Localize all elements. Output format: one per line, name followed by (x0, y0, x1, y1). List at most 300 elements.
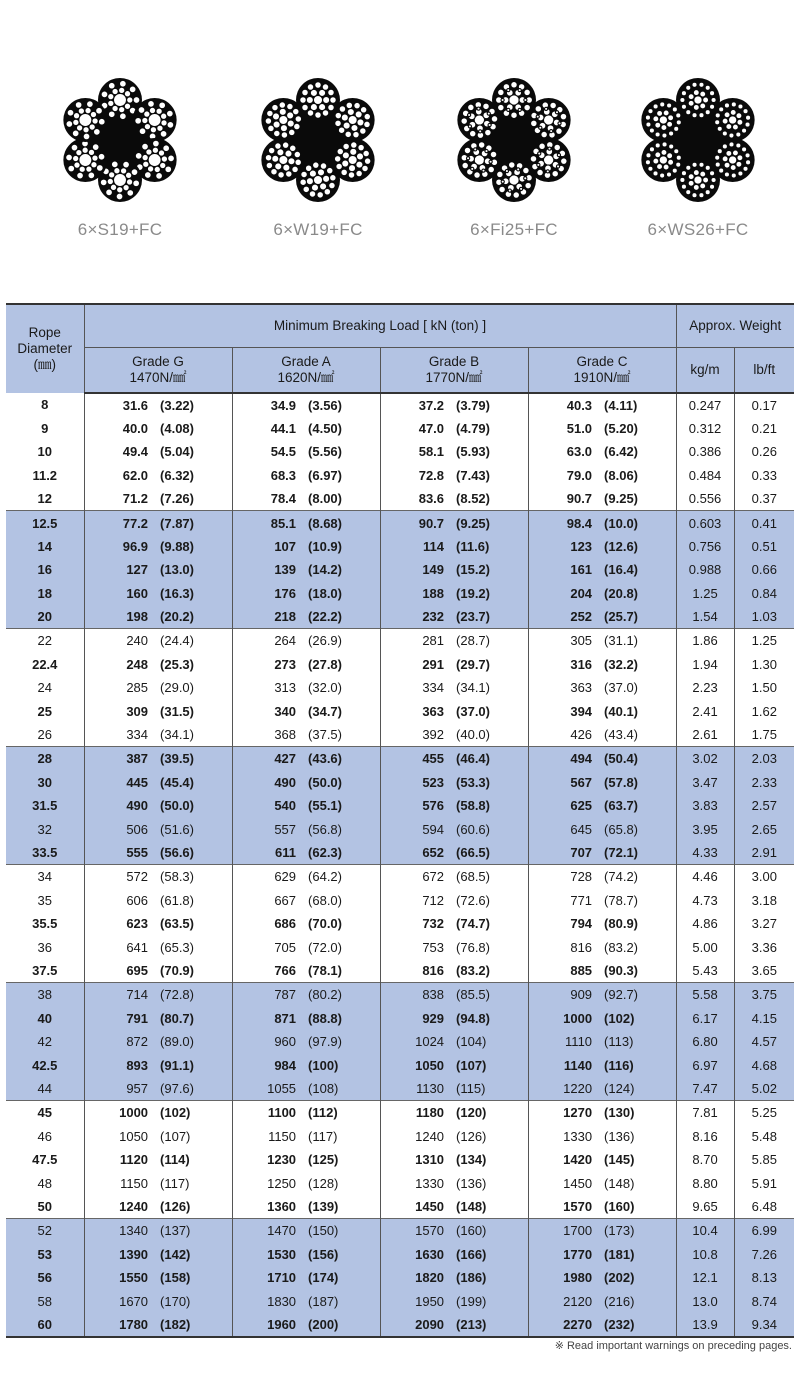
wire (348, 172, 355, 179)
kn-value: 1710 (267, 1270, 297, 1286)
diameter-cell: 16 (6, 558, 84, 582)
kgm-cell: 9.65 (676, 1195, 734, 1219)
kn-value: 714 (126, 987, 149, 1003)
kn-value: 72.8 (418, 468, 445, 484)
wire (655, 132, 660, 137)
wire (692, 162, 697, 167)
ton-value: (57.8) (604, 774, 639, 790)
ton-value: (102) (160, 1105, 191, 1121)
kn-value: 291 (422, 656, 445, 672)
wire (550, 102, 557, 109)
kn-value: 426 (570, 727, 593, 743)
ton-value: (15.2) (456, 562, 490, 578)
kgm-cell: 0.247 (676, 393, 734, 417)
kn-value: 204 (570, 586, 593, 602)
ton-value: (148) (604, 1175, 635, 1191)
ton-value: (186) (456, 1270, 487, 1286)
ton-value: (65.8) (604, 821, 639, 837)
lbft-cell: 1.30 (751, 656, 777, 672)
grade-b-cell (380, 440, 528, 464)
wire (700, 183, 706, 189)
kn-value: 1310 (415, 1152, 445, 1168)
wire (726, 150, 732, 156)
ton-value: (37.5) (308, 727, 342, 743)
grade-b-cell (380, 1101, 528, 1125)
lbft-cell: 5.85 (751, 1152, 777, 1168)
ton-value: (7.43) (456, 468, 490, 484)
wire (730, 109, 736, 115)
lbft-cell: 8.13 (734, 1266, 794, 1290)
kn-value: 816 (422, 963, 445, 979)
kn-value: 540 (274, 798, 297, 814)
table-row (6, 417, 794, 441)
table-row (6, 1290, 794, 1314)
grade-b-cell (380, 936, 528, 960)
kgm-cell: 0.988 (676, 558, 734, 582)
ton-value: (64.2) (308, 869, 342, 885)
ton-value: (5.56) (308, 444, 342, 460)
wire (645, 160, 650, 165)
wire (341, 169, 348, 176)
wire (345, 131, 352, 138)
kn-value: 1530 (267, 1246, 297, 1262)
kn-value: 984 (274, 1057, 297, 1073)
wire (561, 158, 568, 165)
ton-value: (8.68) (308, 515, 342, 531)
wire (119, 113, 126, 120)
grade-a-cell (232, 487, 380, 511)
wire (731, 102, 736, 107)
wire (745, 153, 750, 158)
wire (482, 169, 485, 172)
wire (655, 122, 661, 128)
ton-value: (166) (456, 1246, 487, 1262)
kn-value: 368 (274, 727, 297, 743)
diameter-cell: 53 (6, 1242, 84, 1266)
wire (536, 115, 539, 118)
grade-c-cell (528, 1101, 676, 1125)
wire (719, 168, 724, 173)
kn-value: 1470 (267, 1223, 297, 1239)
kn-value: 149 (422, 562, 445, 578)
wire (657, 110, 663, 116)
kgm-cell: 7.81 (676, 1101, 734, 1125)
grade-g-cell (84, 723, 232, 747)
table-row (6, 464, 794, 488)
wire (703, 97, 709, 103)
lbft-cell: 6.99 (734, 1219, 794, 1243)
table-row (6, 1313, 794, 1337)
kgm-cell: 1.54 (676, 605, 734, 629)
ton-value: (213) (456, 1316, 487, 1332)
wire (86, 101, 93, 108)
ton-value: (40.1) (604, 704, 639, 720)
kn-value: 594 (422, 821, 445, 837)
ton-value: (187) (308, 1293, 339, 1309)
wire (142, 117, 148, 123)
ton-value: (104) (456, 1034, 487, 1050)
grade-b-cell (380, 1006, 528, 1030)
lbft-cell: 9.34 (734, 1313, 794, 1337)
kn-value: 1000 (119, 1105, 149, 1121)
ton-value: (158) (160, 1270, 191, 1286)
wire (101, 91, 108, 98)
ton-value: (156) (308, 1246, 339, 1262)
wire (282, 142, 289, 149)
wire (680, 177, 685, 182)
wire (96, 165, 103, 172)
ton-value: (46.4) (456, 751, 490, 767)
kn-value: 1550 (119, 1270, 149, 1286)
grade-b-cell (380, 747, 528, 771)
ton-value: (68.0) (308, 892, 342, 908)
wire (289, 145, 296, 152)
kn-value: 1820 (415, 1270, 445, 1286)
grade-g-cell (84, 1242, 232, 1266)
kn-value: 90.7 (566, 491, 593, 507)
grade-a-cell (232, 1195, 380, 1219)
ton-value: (80.9) (604, 916, 639, 932)
wire (322, 84, 329, 91)
ton-value: (22.2) (308, 609, 342, 625)
kn-value: 606 (126, 892, 149, 908)
ton-value: (34.1) (456, 680, 490, 696)
wire (106, 189, 113, 196)
wire (357, 119, 364, 126)
wire (362, 165, 369, 172)
wire (488, 123, 491, 126)
diameter-cell: 24 (6, 676, 84, 700)
wire (73, 119, 79, 125)
lbft-cell: 4.68 (734, 1054, 794, 1078)
wire (736, 143, 741, 148)
wire (307, 110, 314, 117)
wire (653, 171, 658, 176)
wire (150, 127, 156, 133)
grade-b-cell (380, 700, 528, 724)
diameter-cell: 8 (6, 393, 84, 417)
grade-g-cell (84, 1219, 232, 1243)
kn-value: 127 (126, 562, 149, 578)
kn-value: 929 (422, 1010, 445, 1026)
ton-value: (50.0) (160, 798, 194, 814)
ton-value: (9.25) (604, 491, 639, 507)
wire (693, 90, 699, 96)
grade-g-cell (84, 794, 232, 818)
table-row (6, 959, 794, 983)
wire (692, 113, 697, 118)
grade-b-cell (380, 1266, 528, 1290)
wire (330, 97, 337, 104)
kn-value: 732 (422, 916, 445, 932)
kn-value: 90.7 (418, 515, 445, 531)
wire (663, 110, 669, 116)
wire (672, 107, 677, 112)
grade-c-cell (528, 535, 676, 559)
grade-b-cell (380, 818, 528, 842)
kn-value: 1050 (415, 1057, 445, 1073)
kgm-cell: 3.47 (676, 771, 734, 795)
wire (686, 190, 691, 195)
grade-c-header: Grade C 1910N/㎟ (528, 347, 676, 393)
ton-value: (125) (308, 1152, 339, 1168)
grade-b-cell (380, 865, 528, 889)
grade-c-cell (528, 912, 676, 936)
wire (741, 128, 746, 133)
kgm-cell: 13.9 (676, 1313, 734, 1337)
grade-a-cell (232, 558, 380, 582)
wire (545, 107, 548, 110)
kn-value: 77.2 (122, 515, 149, 531)
wire (288, 158, 295, 165)
wire (271, 168, 278, 175)
grade-g-cell (84, 629, 232, 653)
ton-value: (37.0) (456, 704, 490, 720)
ton-value: (13.0) (160, 562, 194, 578)
ton-value: (16.4) (604, 562, 639, 578)
kn-value: 34.9 (270, 397, 297, 413)
wire (715, 120, 720, 125)
wire (524, 177, 527, 180)
table-row (6, 558, 794, 582)
wire (686, 165, 691, 170)
table-row (6, 511, 794, 535)
diameter-cell: 56 (6, 1266, 84, 1290)
table-row (6, 747, 794, 771)
grade-c-cell (528, 747, 676, 771)
grade-g-cell (84, 653, 232, 677)
wire (335, 120, 342, 127)
ton-value: (150) (308, 1223, 339, 1239)
ton-value: (63.7) (604, 798, 639, 814)
grade-g-cell (84, 912, 232, 936)
kgm-cell: 4.46 (676, 865, 734, 889)
wire (661, 125, 667, 131)
grade-c-cell (528, 1195, 676, 1219)
diameter-cell: 58 (6, 1290, 84, 1314)
wire (100, 179, 107, 186)
wire (98, 153, 105, 160)
wire (537, 169, 544, 176)
ton-value: (29.7) (456, 656, 490, 672)
grade-g-cell (84, 535, 232, 559)
ton-value: (145) (604, 1152, 635, 1168)
wire (329, 182, 336, 189)
wire (511, 112, 518, 119)
wire (554, 144, 561, 151)
wire (92, 144, 99, 151)
wire (743, 166, 748, 171)
wire (676, 113, 681, 118)
kn-value: 506 (126, 821, 149, 837)
wire (354, 102, 361, 109)
wire (152, 147, 158, 153)
kn-value: 37.2 (418, 397, 445, 413)
table-row (6, 440, 794, 464)
kn-value: 83.6 (418, 491, 445, 507)
diameter-cell: 33.5 (6, 841, 84, 865)
ton-value: (128) (308, 1175, 339, 1191)
table-row (6, 1242, 794, 1266)
grade-a-cell (232, 771, 380, 795)
ton-value: (56.6) (160, 845, 194, 861)
wire (660, 102, 665, 107)
wire (295, 159, 302, 166)
wire (646, 122, 651, 127)
grade-c-cell (528, 700, 676, 724)
wire (743, 109, 748, 114)
kn-value: 123 (570, 538, 593, 554)
kn-value: 1055 (267, 1081, 297, 1097)
wire (517, 168, 520, 171)
ton-value: (78.1) (308, 963, 342, 979)
ton-value: (9.25) (456, 515, 490, 531)
grade-b-cell (380, 1054, 528, 1078)
wire (738, 171, 743, 176)
grade-b-cell (380, 1077, 528, 1101)
grade-g-cell (84, 1054, 232, 1078)
kn-value: 1000 (563, 1010, 593, 1026)
grade-a-cell (232, 983, 380, 1007)
kn-value: 455 (422, 751, 445, 767)
grade-b-cell (380, 794, 528, 818)
table-row (6, 1030, 794, 1054)
wire (688, 94, 694, 100)
kgm-cell: 0.312 (676, 417, 734, 441)
kgm-cell: 7.47 (676, 1077, 734, 1101)
grade-g-header: Grade G 1470N/㎟ (84, 347, 232, 393)
lbft-cell: 3.65 (751, 963, 777, 979)
wire (730, 165, 736, 171)
kn-value: 1240 (119, 1199, 149, 1215)
wire (300, 97, 307, 104)
wire (313, 162, 320, 169)
ton-value: (19.2) (456, 586, 490, 602)
grade-g-cell (84, 888, 232, 912)
kn-value: 427 (274, 751, 297, 767)
kn-value: 1110 (565, 1034, 593, 1050)
wire (729, 142, 734, 147)
kn-value: 1570 (415, 1223, 445, 1239)
kn-value: 1780 (119, 1316, 149, 1332)
wire (722, 156, 728, 162)
wire (341, 114, 348, 121)
wire (360, 107, 367, 114)
diameter-cell: 42.5 (6, 1054, 84, 1078)
wire (653, 116, 659, 122)
grade-b-cell (380, 1290, 528, 1314)
wire (83, 127, 89, 133)
ton-value: (4.79) (456, 420, 490, 436)
wire (272, 155, 279, 162)
wire (649, 128, 654, 133)
grade-b-cell (380, 558, 528, 582)
lbft-cell: 3.36 (751, 939, 777, 955)
rope-6xW19 (228, 70, 408, 240)
grade-a-cell (232, 1266, 380, 1290)
kgm-cell: 1.25 (676, 582, 734, 606)
kn-value: 62.0 (122, 468, 149, 484)
wire (119, 80, 126, 87)
grade-c-cell (528, 1006, 676, 1030)
grade-b-cell (380, 653, 528, 677)
ton-value: (3.79) (456, 397, 490, 413)
grade-c-cell (528, 676, 676, 700)
wire (288, 129, 295, 136)
wire (148, 101, 155, 108)
grade-c-cell (528, 1290, 676, 1314)
lbft-cell: 5.25 (734, 1101, 794, 1125)
wire (511, 82, 518, 89)
wire (135, 117, 142, 124)
ton-value: (63.5) (160, 916, 194, 932)
wire (676, 120, 681, 125)
ton-value: (100) (308, 1057, 339, 1073)
wire (160, 130, 167, 137)
wire (474, 148, 477, 151)
kn-value: 794 (570, 916, 593, 932)
wire (648, 166, 653, 171)
wire (350, 142, 357, 149)
grade-a-cell (232, 1124, 380, 1148)
ton-value: (139) (308, 1199, 339, 1215)
grade-b-cell (380, 959, 528, 983)
grade-g-cell (84, 936, 232, 960)
wire (161, 156, 167, 162)
wire (360, 128, 367, 135)
wire (705, 85, 710, 90)
grade-c-cell (528, 653, 676, 677)
ton-value: (34.1) (160, 727, 194, 743)
wire (123, 161, 130, 168)
wire (488, 166, 495, 173)
grade-g-cell (84, 771, 232, 795)
ton-value: (27.8) (308, 656, 342, 672)
ton-value: (74.2) (604, 869, 639, 885)
grade-c-cell (528, 818, 676, 842)
grade-c-cell (528, 487, 676, 511)
lbft-cell: 7.26 (734, 1242, 794, 1266)
ton-value: (7.26) (160, 491, 194, 507)
kn-value: 198 (126, 609, 149, 625)
wire (483, 103, 490, 110)
ton-value: (24.4) (160, 633, 194, 649)
ton-value: (136) (456, 1175, 487, 1191)
wire (111, 161, 118, 168)
wire (537, 163, 540, 166)
wire (552, 170, 559, 177)
ton-value: (78.7) (604, 892, 639, 908)
lbft-cell: 3.75 (734, 983, 794, 1007)
lbft-cell: 1.62 (751, 704, 777, 720)
wire (722, 118, 728, 124)
ton-value: (136) (604, 1128, 635, 1144)
ton-value: (114) (160, 1152, 190, 1168)
kn-value: 1450 (415, 1199, 445, 1215)
ton-value: (88.8) (308, 1010, 342, 1026)
kn-value: 1150 (120, 1175, 149, 1191)
wire (692, 193, 697, 198)
wire (681, 91, 686, 96)
table-row (6, 983, 794, 1007)
kn-value: 1770 (563, 1246, 593, 1262)
lbft-cell: 4.57 (734, 1030, 794, 1054)
grade-b-cell (380, 676, 528, 700)
kgm-cell: 0.556 (676, 487, 734, 511)
diameter-cell: 42 (6, 1030, 84, 1054)
wire (75, 102, 82, 109)
wire (655, 152, 661, 158)
